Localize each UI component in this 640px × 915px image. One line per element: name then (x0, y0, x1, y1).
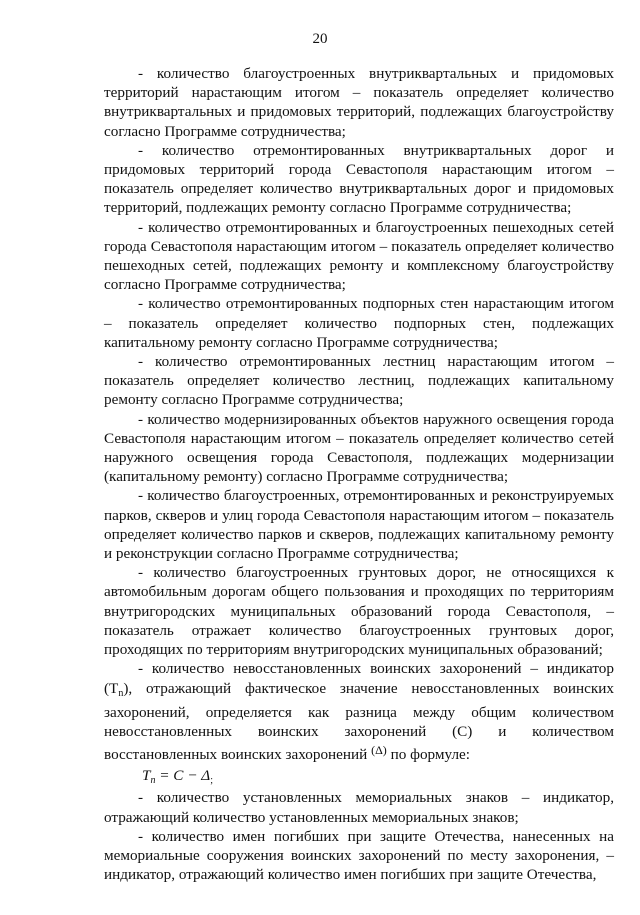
formula-lhs: T (142, 767, 151, 785)
delta-symbol: (Δ) (371, 743, 387, 758)
paragraph-memorial-signs: - количество установленных мемориальных знаков – индикатор, отражающий количество установленных мемориальных знаков; (104, 789, 614, 826)
formula (104, 764, 614, 788)
paragraph-military-burials (104, 659, 614, 764)
paragraph-dirt-roads: - количество благоустроенных грунтовых дорог, не относящихся к автомобильным дорогам общего пользования и проходящих по территориям внутригородских муниципальных образований города Севастополя, – показатель отражает количество благоустроенных грунтовых дорог, проходящих по территориям внутригородских муниципальных образований; (104, 564, 614, 659)
paragraph-retaining-walls: - количество отремонтированных подпорных стен нарастающим итогом – показатель определяет количество подпорных стен, подлежащих капитальному ремонту согласно Программе сотрудничества; (104, 295, 614, 351)
paragraph-repaired-roads: - количество отремонтированных внутриквартальных дорог и придомовых территорий города Севастополя нарастающим итогом – показатель определяет количество внутриквартальных дорог и придомовых территорий, подлежащих ремонту согласно Программе сотрудничества; (104, 141, 614, 217)
document-body (104, 64, 614, 884)
paragraph-pedestrian-networks: - количество отремонтированных и благоустроенных пешеходных сетей города Севастополя нарастающим итогом – показатель определяет количество пешеходных сетей, подлежащих ремонту и комплексному благоустройству согласно Программе сотрудничества; (104, 218, 614, 294)
burials-intro-rest: ), отражающий фактическое значение невосстановленных воинских захоронений, определяется как разница между общим количеством невосстановленных воинских захоронений (С) и количеством восстановленных воинских захоронений (104, 679, 614, 764)
paragraph-names-of-fallen: - количество имен погибших при защите Отечества, нанесенных на мемориальные сооружения воинских захоронений по месту захоронения, – индикатор, отражающий количество имен погибших при защите Отечества, (104, 827, 614, 884)
paragraph-stairs: - количество отремонтированных лестниц нарастающим итогом – показатель определяет количество лестниц, подлежащих капитальному ремонту согласно Программе сотрудничества; (104, 353, 614, 409)
burials-intro-subscript: n (118, 687, 124, 699)
page-number: 20 (312, 31, 328, 47)
burials-tail: по формуле: (390, 746, 471, 764)
paragraph-street-lighting: - количество модернизированных объектов наружного освещения города Севастополя нарастающим итогом – показатель определяет количество сетей наружного освещения города Севастополя, подлежащих модернизации (капитальному ремонту) согласно Программе сотрудничества; (104, 410, 614, 486)
formula-end: ; (210, 775, 213, 787)
formula-rhs: = C − Δ (155, 767, 211, 785)
paragraph-improved-territories: - количество благоустроенных внутриквартальных и придомовых территорий нарастающим итогом – показатель определяет количество внутриквартальных и придомовых территорий, подлежащих благоустройству согласно Программе сотрудничества; (104, 65, 614, 140)
paragraph-parks-squares: - количество благоустроенных, отремонтированных и реконструируемых парков, скверов и улиц города Севастополя нарастающим итогом – показатель определяет количество парков и скверов, подлежащих капитальному ремонту и реконструкции согласно Программе сотрудничества; (104, 487, 614, 563)
burials-intro: - количество невосстановленных воинских захоронений – индикатор (T (104, 660, 614, 697)
formula-lhs-subscript: n (150, 775, 156, 787)
